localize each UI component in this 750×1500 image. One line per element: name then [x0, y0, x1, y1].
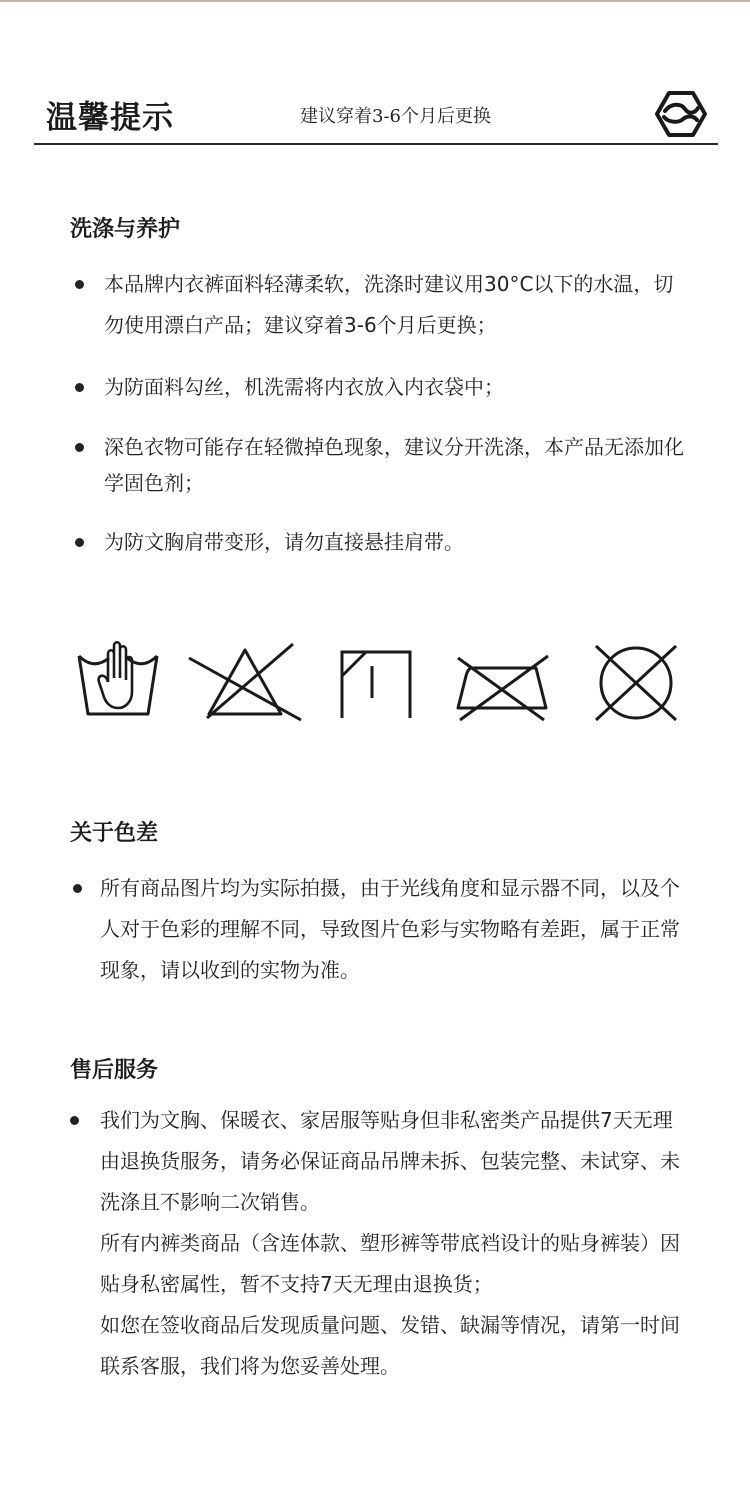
drip-dry-icon: [338, 638, 414, 718]
no-iron-icon: [454, 638, 554, 722]
list-item: [70, 429, 690, 501]
bullet-dot: [75, 280, 84, 289]
after-sales-paragraph: 我们为文胸、保暖衣、家居服等贴身但非私密类产品提供7天无理由退换货服务，请务必保证商品吊牌未拆、包装完整、未试穿、未洗涤且不影响二次销售。: [100, 1108, 680, 1214]
bullet-dot: [70, 1116, 79, 1125]
bullet-dot: [75, 538, 84, 547]
after-sales-paragraph: 所有内裤类商品（含连体款、塑形裤等带底裆设计的贴身裤装）因贴身私密属性，暂不支持7天无理由退换货；: [100, 1231, 680, 1296]
washing-section-title: 洗涤与养护: [70, 217, 181, 242]
after-sales-list: [70, 1100, 690, 1387]
page-subtitle: 建议穿着3-6个月后更换: [300, 106, 491, 127]
care-symbols: [70, 638, 690, 728]
bullet-dot: [75, 443, 84, 452]
after-sales-paragraph: 如您在签收商品后发现质量问题、发错、缺漏等情况，请第一时间联系客服，我们将为您妥善处理。: [100, 1313, 680, 1378]
color-diff-section-title: 关于色差: [70, 821, 159, 846]
hand-wash-icon: [76, 638, 160, 718]
page-title: 温馨提示: [46, 100, 174, 136]
list-item: [70, 1100, 690, 1387]
top-divider: [0, 0, 750, 2]
list-item: [70, 522, 690, 563]
list-item-text: 所有商品图片均为实际拍摄，由于光线角度和显示器不同，以及个人对于色彩的理解不同，导致图片色彩与实物略有差距，属于正常现象，请以收到的实物为准。: [100, 876, 680, 982]
list-item: [70, 264, 690, 346]
header-divider: [34, 143, 718, 145]
after-sales-section-title: 售后服务: [70, 1058, 159, 1083]
brand-wave-logo-icon: [655, 91, 707, 137]
bullet-dot: [73, 884, 82, 893]
no-bleach-icon: [185, 638, 305, 722]
list-item-text: 深色衣物可能存在轻微掉色现象，建议分开洗涤，本产品无添加化学固色剂；: [104, 435, 684, 495]
list-item-text: 本品牌内衣裤面料轻薄柔软，洗涤时建议用30°C以下的水温，切勿使用漂白产品；建议穿着3-6个月后更换；: [104, 272, 674, 337]
list-item-text: 为防文胸肩带变形，请勿直接悬挂肩带。: [104, 530, 464, 554]
header: [34, 78, 718, 144]
color-diff-list: [70, 868, 690, 991]
list-item-text: 为防面料勾丝，机洗需将内衣放入内衣袋中；: [104, 375, 504, 399]
list-item: [70, 367, 690, 408]
washing-list: [70, 264, 690, 563]
list-item: [70, 868, 690, 991]
bullet-dot: [75, 383, 84, 392]
no-tumble-dry-icon: [588, 638, 684, 722]
